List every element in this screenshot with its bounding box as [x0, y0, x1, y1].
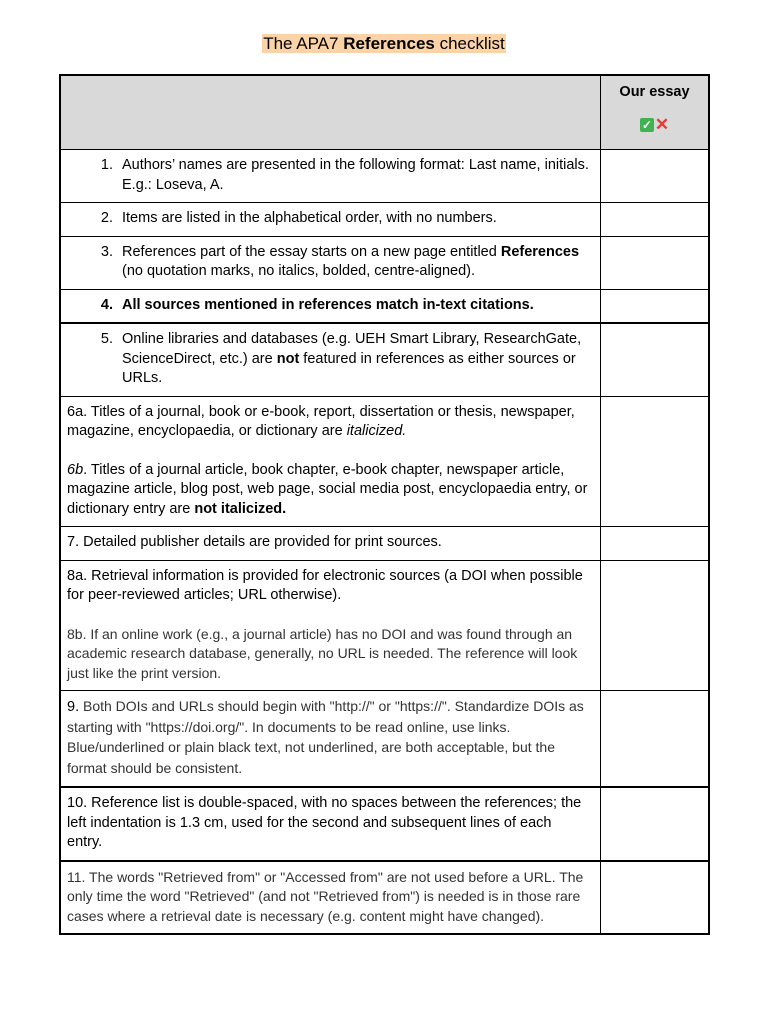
table-row — [60, 289, 709, 323]
item-text-9: 9. Both DOIs and URLs should begin with "http://" or "https://". Standardize DOIs as starting with "https://doi.org/". In documents to be read online, use links. Blue/underlined or plain black text, not underlined, are both acceptable, but the format should be consistent. — [67, 698, 584, 776]
table-row — [60, 787, 709, 861]
table-row — [60, 396, 709, 527]
item-cell-7 — [60, 527, 601, 561]
checklist-table — [59, 74, 710, 935]
table-row — [60, 236, 709, 289]
check-mark-icon: ✓ — [641, 117, 652, 132]
header-our-essay-cell — [601, 75, 710, 150]
essay-check-cell-1[interactable] — [601, 150, 710, 203]
header-marks — [601, 115, 708, 135]
cross-mark-icon: ✕ — [654, 114, 670, 134]
item-cell-8 — [60, 560, 601, 691]
table-row — [60, 861, 709, 935]
essay-check-cell-10[interactable] — [601, 787, 710, 861]
item-text-6a: 6a. Titles of a journal, book or e-book, report, dissertation or thesis, newspaper, magazine, encyclopaedia, or dictionary are italicized. — [67, 403, 575, 439]
page-title — [0, 33, 768, 55]
essay-check-cell-3[interactable] — [601, 236, 710, 289]
our-essay-label: Our essay — [619, 84, 690, 100]
item-text-7: 7. Detailed publisher details are provided for print sources. — [67, 534, 442, 550]
title-bold: References — [343, 34, 435, 53]
item-text-10: 10. Reference list is double-spaced, with no spaces between the references; the left indentation is 1.3 cm, used for the second and subsequent lines of each entry. — [67, 795, 582, 850]
item-cell-9 — [60, 691, 601, 788]
table-row — [60, 691, 709, 788]
item-text-6b: 6b. Titles of a journal article, book chapter, e-book chapter, newspaper article, magazine article, blog post, web page, social media post, encyclopaedia entry, or dictionary entry are not italicized. — [67, 461, 588, 517]
essay-check-cell-5[interactable] — [601, 323, 710, 396]
item-cell-2: 2. Items are listed in the alphabetical order, with no numbers. — [60, 203, 601, 237]
item-cell-3: 3. References part of the essay starts on a new page entitled References (no quotation marks, no italics, bolded, centre-aligned). — [60, 236, 601, 289]
item-cell-4: 4. All sources mentioned in references match in-text citations. — [60, 289, 601, 323]
essay-check-cell-2[interactable] — [601, 203, 710, 237]
item-text-2: Items are listed in the alphabetical order, with no numbers. — [122, 210, 497, 226]
essay-check-cell-7[interactable] — [601, 527, 710, 561]
essay-check-cell-6[interactable] — [601, 396, 710, 527]
item-text-5: Online libraries and databases (e.g. UEH Smart Library, ResearchGate, ScienceDirect, etc.) are not featured in references as either sources or URLs. — [122, 331, 582, 386]
table-header-row — [60, 75, 709, 150]
item-cell-11 — [60, 861, 601, 935]
essay-check-cell-11[interactable] — [601, 861, 710, 935]
item-text-1: Authors’ names are presented in the following format: Last name, initials. E.g.: Loseva, A. — [122, 157, 589, 193]
header-blank-cell — [60, 75, 601, 150]
essay-check-cell-8[interactable] — [601, 560, 710, 691]
table-row — [60, 560, 709, 691]
title-highlight: The APA7 References checklist — [263, 34, 505, 53]
table-row — [60, 203, 709, 237]
essay-check-cell-9[interactable] — [601, 691, 710, 788]
item-text-8b: 8b. If an online work (e.g., a journal article) has no DOI and was found through an academic research database, generally, no URL is needed. The reference will look just like the print version. — [67, 625, 578, 681]
item-text-3: References part of the essay starts on a new page entitled References (no quotation marks, no italics, bolded, centre-aligned). — [122, 243, 580, 279]
table-row — [60, 150, 709, 203]
item-cell-5: 5. Online libraries and databases (e.g. UEH Smart Library, ResearchGate, ScienceDirect, etc.) are not featured in references as either sources or URLs. — [60, 323, 601, 396]
item-cell-6 — [60, 396, 601, 527]
item-text-11: 11. The words "Retrieved from" or "Accessed from" are not used before a URL. The only time the word "Retrieved" (and not "Retrieved from") is needed is in those rare cases where a retrieval date is necessary (e.g. content might have changed). — [67, 868, 584, 924]
table-row — [60, 527, 709, 561]
item-text-4: All sources mentioned in references match in-text citations. — [122, 296, 534, 313]
item-cell-10 — [60, 787, 601, 861]
essay-check-cell-4[interactable] — [601, 289, 710, 323]
table-row — [60, 323, 709, 396]
item-cell-1: 1. Authors’ names are presented in the following format: Last name, initials. E.g.: Loseva, A. — [60, 150, 601, 203]
item-text-8a: 8a. Retrieval information is provided for electronic sources (a DOI when possible for peer-reviewed articles; URL otherwise). — [67, 567, 583, 603]
